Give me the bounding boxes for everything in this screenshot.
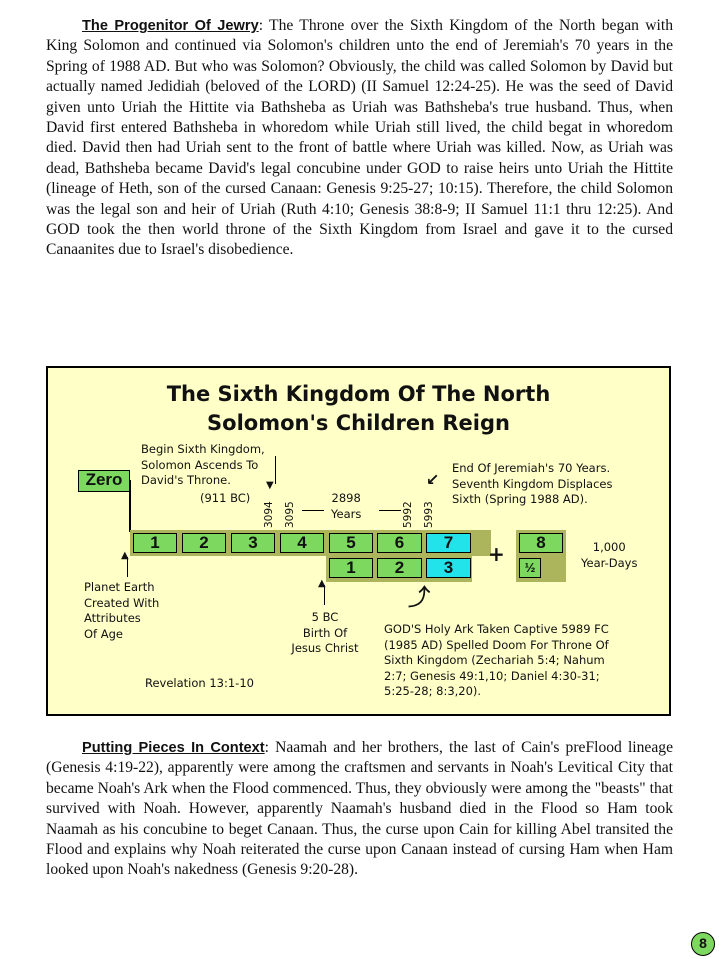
birth-of-christ-note: 5 BC Birth Of Jesus Christ xyxy=(291,610,359,656)
children-box-3: 3 xyxy=(426,558,471,578)
span-dash-left xyxy=(302,510,324,511)
kingdom-box-3: 3 xyxy=(231,533,275,553)
paragraph-heading: Putting Pieces In Context xyxy=(82,740,265,756)
begin-arrow xyxy=(275,456,276,484)
zero-box: Zero xyxy=(78,470,130,492)
birth-arrow-head: ▲ xyxy=(318,578,326,589)
ark-arrow: ⤴ xyxy=(408,586,431,611)
year-3095: 3095 xyxy=(284,501,296,528)
kingdom-box-2: 2 xyxy=(182,533,226,553)
kingdom-diagram xyxy=(46,366,671,716)
end-kingdom-note: End Of Jeremiah's 70 Years. Seventh Kingdom Displaces Sixth (Spring 1988 AD). xyxy=(452,461,613,507)
diagram-title: The Sixth Kingdom Of The North xyxy=(166,382,551,406)
arrow-head: ▼ xyxy=(266,480,274,491)
children-box-1: 1 xyxy=(329,558,373,578)
paragraph-context xyxy=(46,738,673,881)
kingdom-box-8: 8 xyxy=(519,533,563,553)
year-5993: 5993 xyxy=(423,501,435,528)
children-box-2: 2 xyxy=(377,558,422,578)
paragraph-body: : Naamah and her brothers, the last of Cain's preFlood lineage (Genesis 4:19-22), apparently were among the craftsmen and servants in Noah's Levitical City that became Noah's Ark when the Flood commenced. Thus, they obviously were among the "beasts" that survived with Noah. However, apparently Naamah's husband died in the Flood so Ham took Naamah as his concubine to beget Canaan. Thus, the curse upon Cain for killing Abel transited the Flood and explains why Noah reiterated the curse upon Canaan instead of cursing Ham when Ham looked upon Noah's nakedness (Genesis 9:20-28). xyxy=(46,739,673,879)
begin-kingdom-date: (911 BC) xyxy=(200,491,251,505)
span-years: 2898 Years xyxy=(331,491,362,521)
paragraph-body: : The Throne over the Sixth Kingdom of the North began with King Solomon and continued via Solomon's children unto the end of Jeremiah's 70 years in the Spring of 1988 AD. But who was Solomon? Obviously, the child was called Solomon by David but actually named Jedidiah (beloved of the LORD) (II Samuel 12:24-25). He was the seed of David given unto Uriah the Hittite via Bathsheba as Uriah was Bathsheba's true husband. Thus, when David first entered Bathsheba in whoredom while Uriah still lived, the child begat in whoredom died. David then had Uriah sent to the front of battle where Uriah was killed. Now, as Uriah was dead, Bathsheba became David's legal concubine under GOD to raise heirs unto Uriah the Hittite (lineage of Heth, son of the cursed Canaan: Genesis 9:25-27; 10:15). Therefore, the child Solomon was the legal son and heir of Uriah (Ruth 4:10; Genesis 38:8-9; II Samuel 11:1 thru 12:25). And GOD took the then world throne of the Sixth Kingdom from Israel and gave it to the cursed Canaanites due to Israel's disobedience. xyxy=(46,17,673,259)
zero-line xyxy=(129,480,131,532)
kingdom-box-6: 6 xyxy=(377,533,422,553)
diagram-subtitle: Solomon's Children Reign xyxy=(207,411,510,435)
thousand-year-days: 1,000 Year-Days xyxy=(581,540,638,570)
page-number: 8 xyxy=(691,932,715,956)
year-3094: 3094 xyxy=(263,501,275,528)
planet-arrow-head: ▲ xyxy=(121,550,129,561)
plus-sign: + xyxy=(488,542,505,566)
span-dash-right xyxy=(379,510,401,511)
ark-captive-note: GOD'S Holy Ark Taken Captive 5989 FC (1985 AD) Spelled Doom For Throne Of Sixth Kingdom (Zechariah 5:4; Nahum 2:7; Genesis 49:1,10; Daniel 4:30-31; 5:25-28; 8:3,20). xyxy=(384,622,609,699)
revelation-reference: Revelation 13:1-10 xyxy=(145,676,254,690)
kingdom-box-4: 4 xyxy=(280,533,324,553)
end-arrow: ↙ xyxy=(426,470,440,489)
paragraph-heading: The Progenitor Of Jewry xyxy=(82,18,259,34)
kingdom-box-1: 1 xyxy=(133,533,177,553)
paragraph-progenitor xyxy=(46,16,673,261)
planet-earth-note: Planet Earth Created With Attributes Of Age xyxy=(84,580,160,641)
kingdom-box-7: 7 xyxy=(426,533,471,553)
kingdom-box-5: 5 xyxy=(329,533,373,553)
year-5992: 5992 xyxy=(402,501,414,528)
begin-kingdom-note: Begin Sixth Kingdom, Solomon Ascends To David's Throne. xyxy=(141,442,265,488)
half-box: ½ xyxy=(519,558,541,578)
